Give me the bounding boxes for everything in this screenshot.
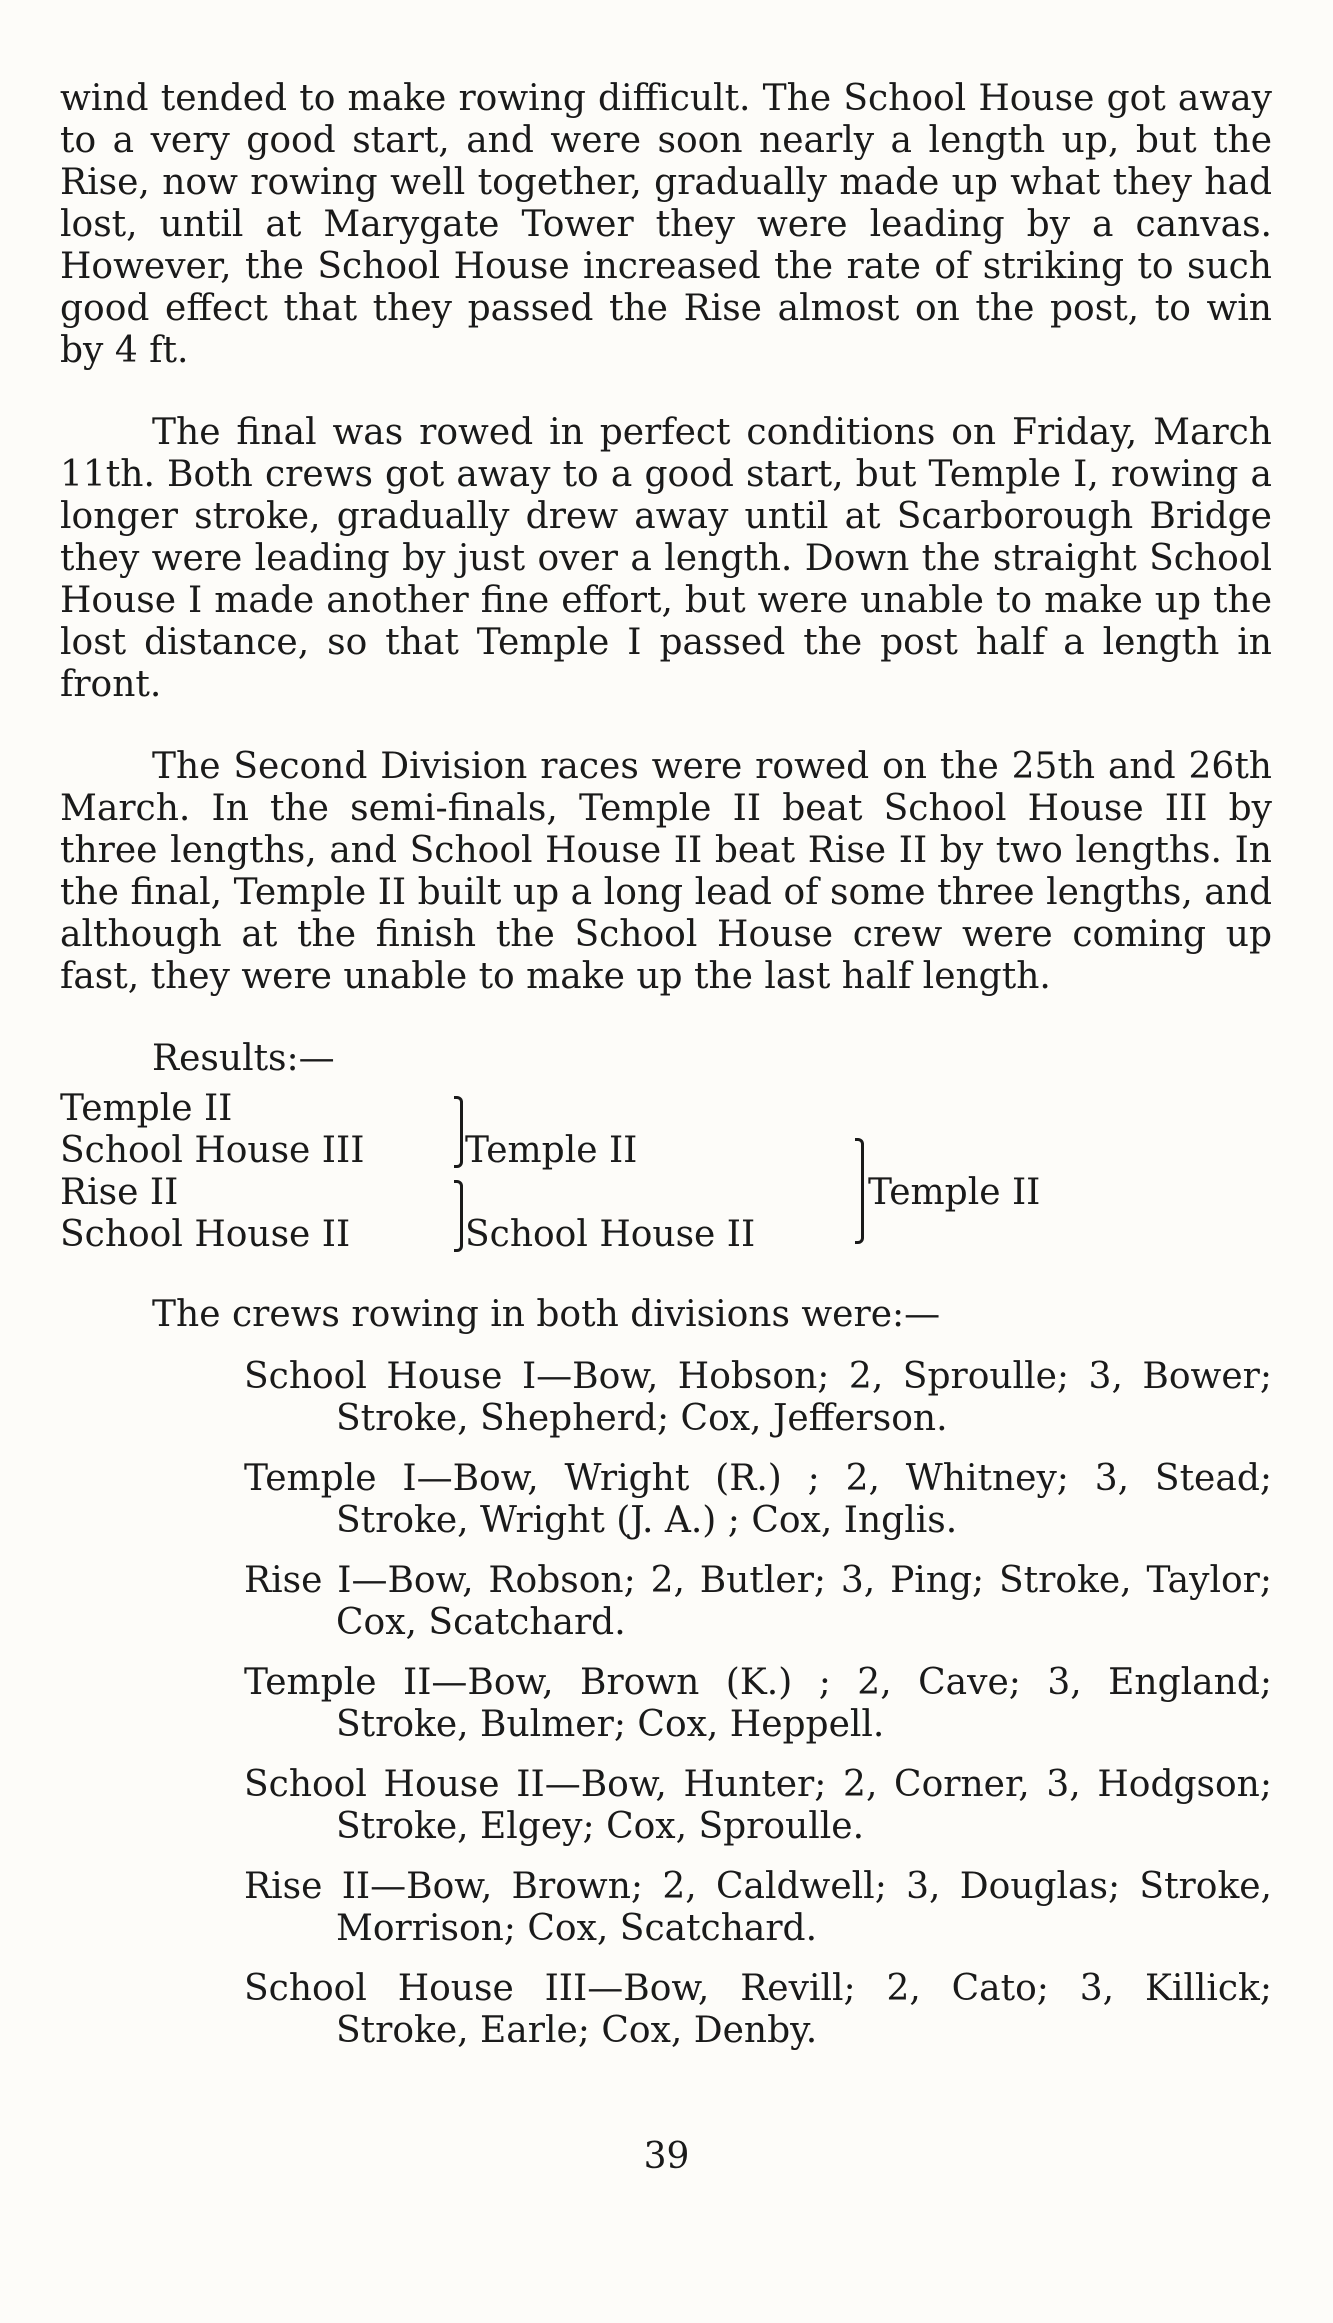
bracket-brace (855, 1138, 864, 1244)
crew-entry: Temple I—Bow, Wright (R.) ; 2, Whitney; 3, Stead; Stroke, Wright (J. A.) ; Cox, Inglis. (244, 1458, 1272, 1541)
paragraph-first-division-semifinal: wind tended to make rowing difficult. The School House got away to a very good start, and were soon nearly a length up, but the Rise, now rowing well together, gradually made up what they had lost, until at Marygate Tower they were leading by a canvas. However, the School House increased the rate of striking to such good effect that they passed the Rise almost on the post, to win by 4 ft. (60, 78, 1272, 371)
crew-entry: Temple II—Bow, Brown (K.) ; 2, Cave; 3, England; Stroke, Bulmer; Cox, Heppell. (244, 1662, 1272, 1745)
bracket-round-two (465, 1088, 755, 1256)
crews-intro: The crews rowing in both divisions were:— (152, 1294, 941, 1335)
paragraph-first-division-final: The final was rowed in perfect conditions on Friday, March 11th. Both crews got away to a good start, but Temple I, rowing a longer stroke, gradually drew away until at Scarborough Bridge they were leading by just over a length. Down the straight School House I made another fine effort, but were unable to make up the lost distance, so that Temple I passed the post half a length in front. (60, 412, 1272, 705)
bracket-entry: Rise II (60, 1172, 179, 1213)
results-bracket (60, 1088, 1272, 1264)
paragraph-second-division: The Second Division races were rowed on the 25th and 26th March. In the semi-finals, Temple II beat School House III by three lengths, and School House II beat Rise II by two lengths. In the final, Temple II built up a long lead of some three lengths, and although at the finish the School House crew were coming up fast, they were unable to make up the last half length. (60, 746, 1272, 997)
bracket-entry: School House II (465, 1214, 756, 1255)
results-heading: Results:— (152, 1038, 335, 1079)
bracket-entry: Temple II (465, 1130, 638, 1171)
crew-entry: Rise II—Bow, Brown; 2, Caldwell; 3, Douglas; Stroke, Morrison; Cox, Scatchard. (244, 1866, 1272, 1949)
bracket-winner: Temple II (868, 1172, 1041, 1213)
crew-entry: School House I—Bow, Hobson; 2, Sproulle; 3, Bower; Stroke, Shepherd; Cox, Jefferson. (244, 1356, 1272, 1439)
bracket-brace (454, 1096, 463, 1168)
crew-entry: School House III—Bow, Revill; 2, Cato; 3, Killick; Stroke, Earle; Cox, Denby. (244, 1968, 1272, 2051)
bracket-entry: School House III (60, 1130, 365, 1171)
bracket-entry: School House II (60, 1214, 351, 1255)
crew-entry: Rise I—Bow, Robson; 2, Butler; 3, Ping; Stroke, Taylor; Cox, Scatchard. (244, 1560, 1272, 1643)
bracket-entry: Temple II (60, 1088, 233, 1129)
page-number: 39 (643, 2136, 690, 2177)
bracket-round-one (60, 1088, 364, 1256)
page-body (60, 78, 1272, 2070)
crew-entry: School House II—Bow, Hunter; 2, Corner, 3, Hodgson; Stroke, Elgey; Cox, Sproulle. (244, 1764, 1272, 1847)
bracket-brace (454, 1180, 463, 1252)
